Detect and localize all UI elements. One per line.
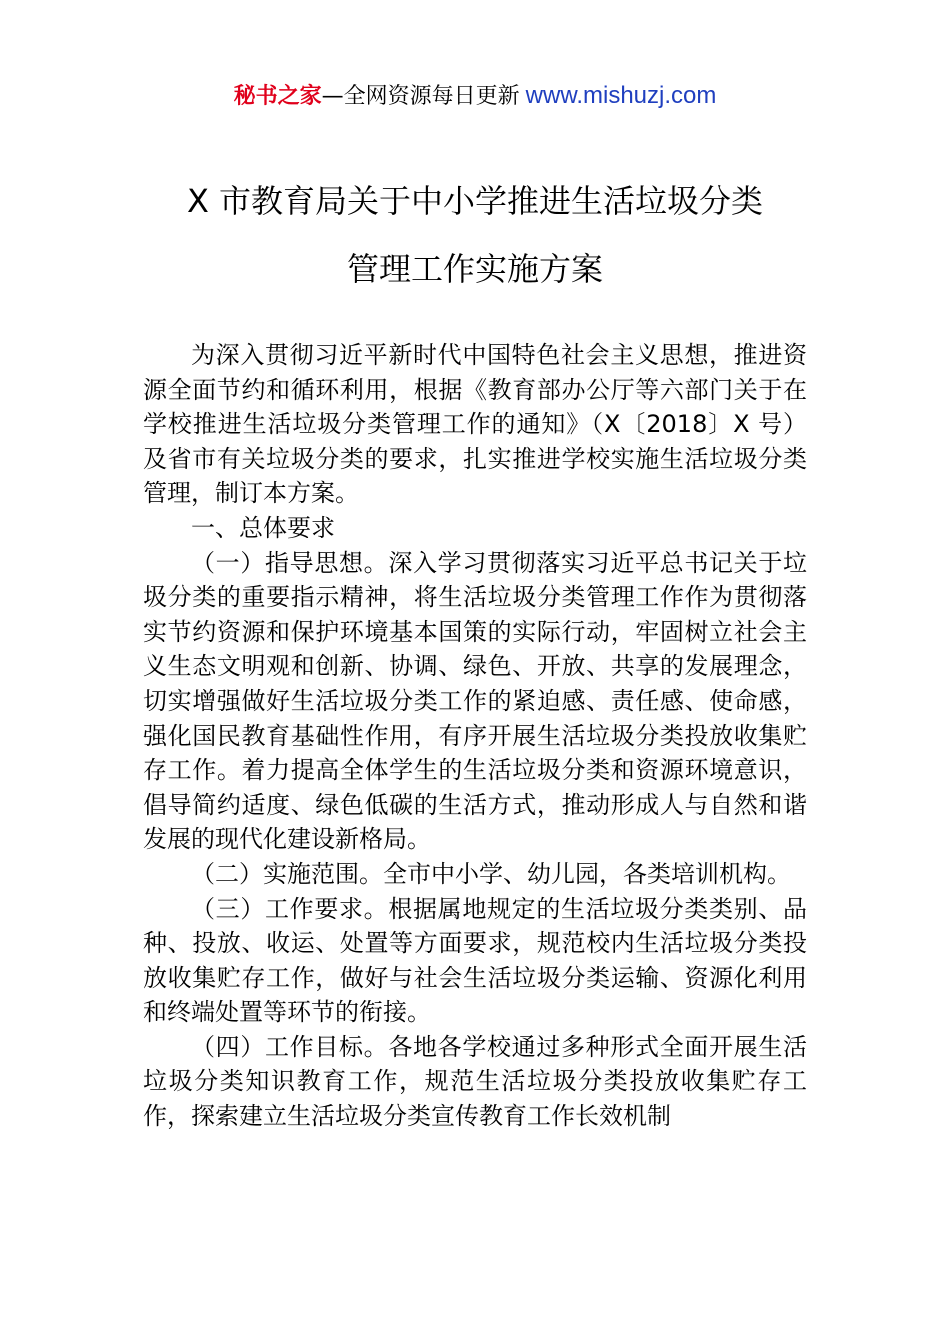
- site-url-link[interactable]: www.mishuzj.com: [525, 82, 717, 109]
- site-brand: 秘书之家: [233, 84, 322, 109]
- paragraph-work-goals: （四）工作目标。各地各学校通过多种形式全面开展生活垃圾分类知识教育工作，规范生活垃圾分类投放收集贮存工作，探索建立生活垃圾分类宣传教育工作长效机制: [143, 1032, 807, 1131]
- paragraph-guiding-ideology: （一）指导思想。深入学习贯彻落实习近平总书记关于垃圾分类的重要指示精神，将生活垃圾分类管理工作作为贯彻落实节约资源和保护环境基本国策的实际行动，牢固树立社会主义生态文明观和创新、协调、绿色、开放、共享的发展理念，切实增强做好生活垃圾分类工作的紧迫感、责任感、使命感，强化国民教育基础性作用，有序开展生活垃圾分类投放收集贮存工作。着力提高全体学生的生活垃圾分类和资源环境意识，倡导简约适度、绿色低碳的生活方式，推动形成人与自然和谐发展的现代化建设新格局。: [143, 548, 807, 854]
- paragraph-scope: （二）实施范围。全市中小学、幼儿园，各类培训机构。: [191, 859, 791, 888]
- section-heading-general-requirements: 一、总体要求: [191, 513, 335, 542]
- site-tagline: —全网资源每日更新: [321, 84, 520, 109]
- document-title-line-1: X 市教育局关于中小学推进生活垃圾分类: [186, 182, 764, 220]
- paragraph-work-requirements: （三）工作要求。根据属地规定的生活垃圾分类类别、品种、投放、收运、处置等方面要求，规范校内生活垃圾分类投放收集贮存工作，做好与社会生活垃圾分类运输、资源化利用和终端处置等环节的衔接。: [143, 894, 807, 1027]
- intro-paragraph: 为深入贯彻习近平新时代中国特色社会主义思想，推进资源全面节约和循环利用，根据《教育部办公厅等六部门关于在学校推进生活垃圾分类管理工作的通知》（X〔2018〕X 号）及省市有关垃圾分类的要求，扎实推进学校实施生活垃圾分类管理，制订本方案。: [143, 341, 807, 508]
- site-header: [0, 80, 950, 113]
- document-title-line-2: 管理工作实施方案: [346, 250, 603, 288]
- document-body: [143, 338, 807, 1134]
